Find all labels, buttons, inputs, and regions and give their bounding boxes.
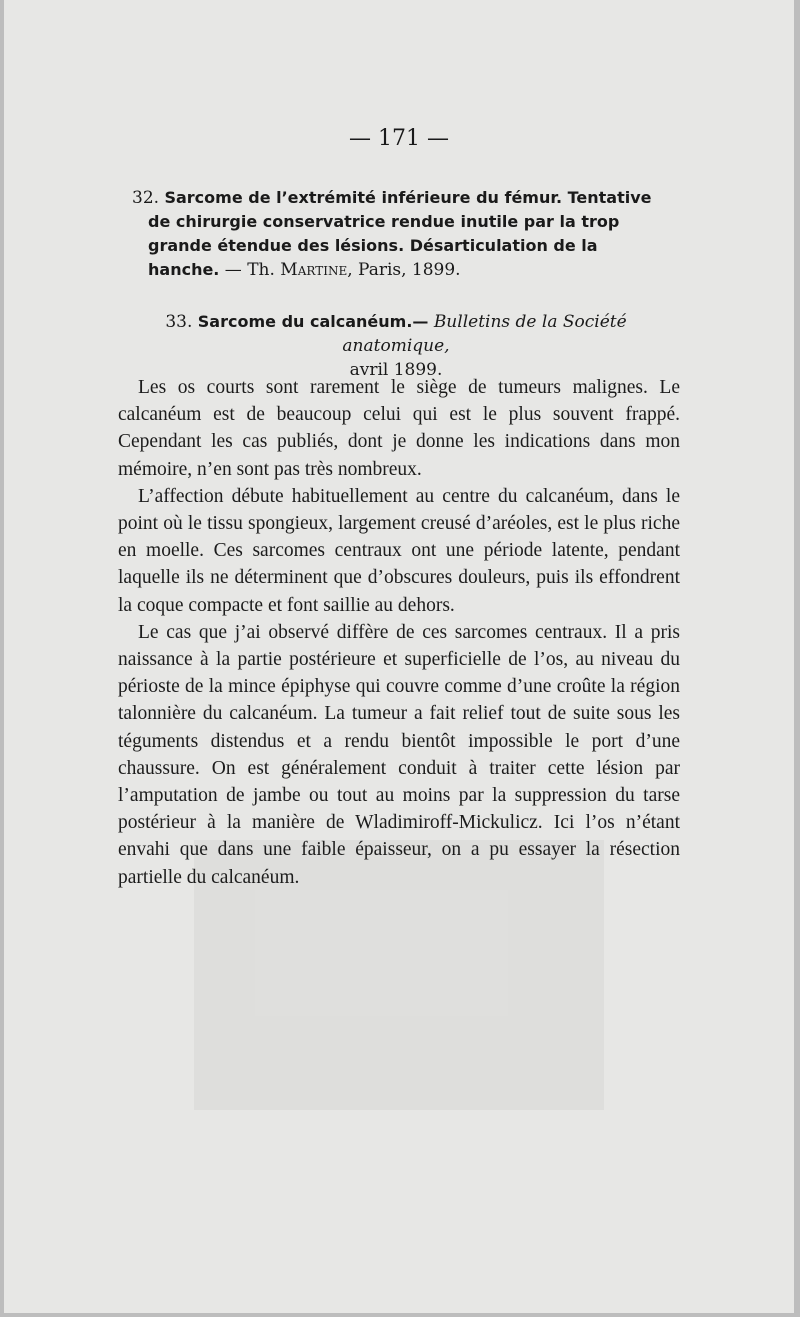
paragraph-3: Le cas que j’ai observé diffère de ces sarcomes centraux. Il a pris naissance à la partie postérieure et superficielle de l’os, au niveau du périoste de la mince épiphyse qui couvre comme d’une croûte la région talonnière du calcanéum. La tumeur a fait relief tout de suite sous les téguments distendus et a rendu bientôt impossible le port d’une chaussure. On est généralement conduit à traiter cette lésion par l’amputation de jambe ou tout au moins par la suppression du tarse postérieur à la manière de Wladimiroff-Mickulicz. Ici l’os n’étant envahi que dans une faible épaisseur, on a pu essayer la résection partielle du calcanéum. xyxy=(118,621,680,888)
entry-33-line-1 xyxy=(116,310,676,358)
entry-32-number: 32. xyxy=(132,188,160,208)
entry-32-text xyxy=(132,186,672,282)
body-text xyxy=(118,374,680,891)
page-number: — 171 — xyxy=(349,126,449,151)
entry-33-date: avril 1899. xyxy=(349,360,443,380)
bibliography-entry-33 xyxy=(116,310,676,382)
entry-33-title: Sarcome du calcanéum.— xyxy=(197,312,429,331)
entry-32-author: — Th. Martine, xyxy=(224,260,353,280)
paragraph-1: Les os courts sont rarement le siège de tumeurs malignes. Le calcanéum est de beaucoup celui qui est le plus souvent frappé. Cependant les cas publiés, dont je donne les indications dans mon mémoire, n’en sont pas très nombreux. xyxy=(118,377,680,480)
entry-33-number: 33. xyxy=(165,312,193,332)
book-page xyxy=(4,0,794,1313)
entry-32-title: Sarcome de l’extrémité inférieure du fémur. Tentative de chirurgie conservatrice rendue inutile par la trop grande étendue des lésions. Désarticulation de la hanche. xyxy=(148,188,652,279)
entry-32-place: Paris, 1899. xyxy=(358,260,461,280)
author-surname: Martine, xyxy=(280,260,353,280)
entry-33-source: Bulletins de la Société anatomique, xyxy=(342,312,627,356)
bibliography-entry-32 xyxy=(132,186,672,282)
paragraph-2: L’affection débute habituellement au centre du calcanéum, dans le point où le tissu spongieux, largement creusé d’aréoles, est le plus riche en moelle. Ces sarcomes centraux ont une période latente, pendant laquelle ils ne déterminent que d’obscures douleurs, puis ils effondrent la coque compacte et font saillie au dehors. xyxy=(118,485,680,616)
